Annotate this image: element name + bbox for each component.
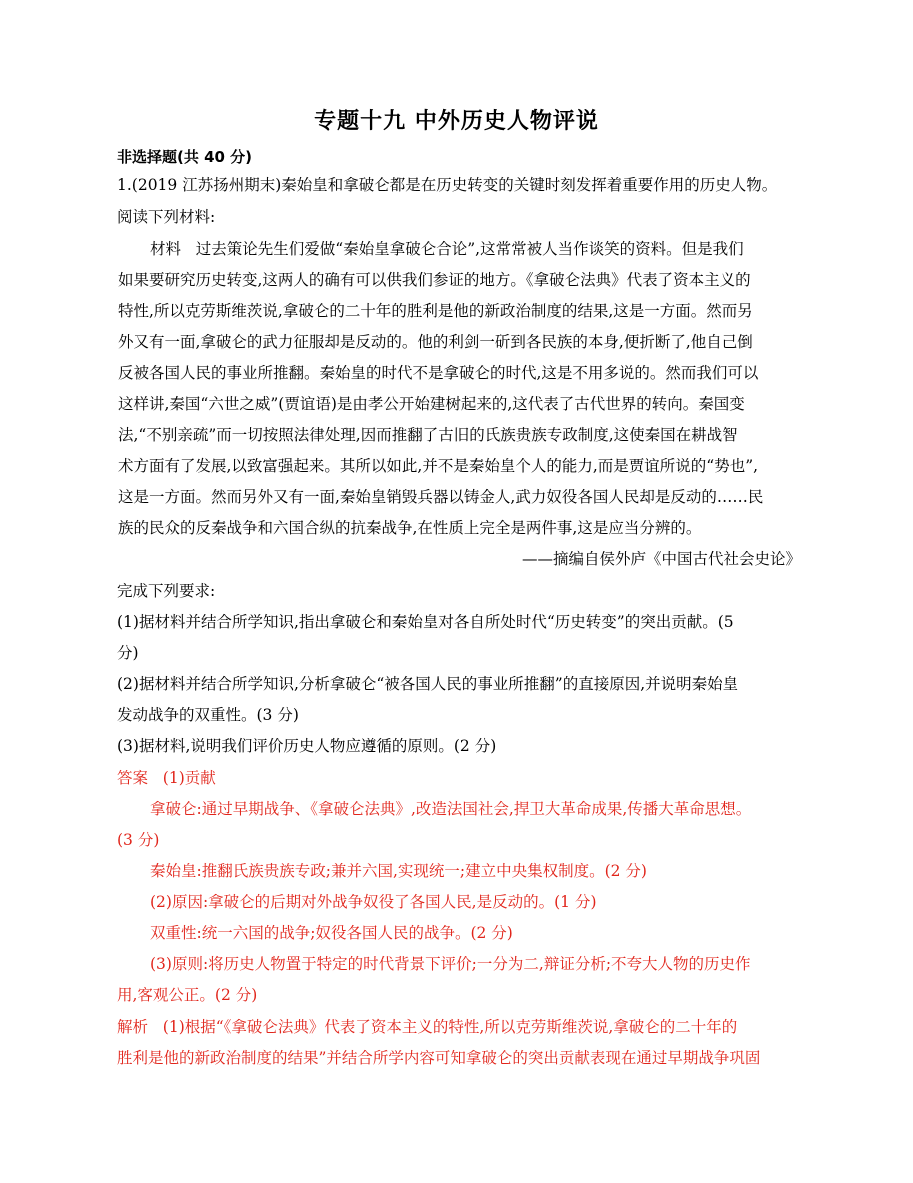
material-line: 如果要研究历史转变,这两人的确有可以供我们参证的地方。《拿破仑法典》代表了资本主义的 xyxy=(118,271,751,289)
answer-line: (3 分) xyxy=(117,831,160,849)
material-line: 反被各国人民的事业所推翻。秦始皇的时代不是拿破仑的时代,这是不用多说的。然而我们可以 xyxy=(118,364,759,382)
question-part: (3)据材料,说明我们评价历史人物应遵循的原则。(2 分) xyxy=(117,737,497,755)
requirement-text: 完成下列要求: xyxy=(117,582,216,600)
analysis-line: 解析 (1)根据“《拿破仑法典》代表了资本主义的特性,所以克劳斯维茨说,拿破仑的二十年的 xyxy=(117,1018,738,1036)
page-title: 专题十九 中外历史人物评说 xyxy=(314,109,599,134)
material-line: 材料 过去策论先生们爱做“秦始皇拿破仑合论”,这常常被人当作谈笑的资料。但是我们 xyxy=(150,240,744,258)
answer-line: 秦始皇:推翻氏族贵族专政;兼并六国,实现统一;建立中央集权制度。(2 分) xyxy=(150,862,647,880)
material-line: 这样讲,秦国“六世之威”(贾谊语)是由孝公开始建树起来的,这代表了古代世界的转向。秦国变 xyxy=(118,395,745,413)
question-stem-line: 阅读下列材料: xyxy=(117,208,216,226)
material-line: 族的民众的反秦战争和六国合纵的抗秦战争,在性质上完全是两件事,这是应当分辨的。 xyxy=(118,519,702,537)
material-line: 这是一方面。然而另外又有一面,秦始皇销毁兵器以铸金人,武力奴役各国人民却是反动的……民 xyxy=(118,488,764,506)
material-source: ——摘编自侯外庐《中国古代社会史论》 xyxy=(521,550,801,568)
question-part: 发动战争的双重性。(3 分) xyxy=(117,706,299,724)
answer-line: (3)原则:将历史人物置于特定的时代背景下评价;一分为二,辩证分析;不夸大人物的历史作 xyxy=(150,955,751,973)
question-part: (2)据材料并结合所学知识,分析拿破仑“被各国人民的事业所推翻”的直接原因,并说明秦始皇 xyxy=(117,675,739,693)
answer-line: 双重性:统一六国的战争;奴役各国人民的战争。(2 分) xyxy=(150,924,513,942)
answer-label: 答案 xyxy=(117,769,149,787)
material-line: 外又有一面,拿破仑的武力征服却是反动的。他的利剑一斫到各民族的本身,便折断了,他自己倒 xyxy=(118,333,753,351)
answer-line: 拿破仑:通过早期战争、《拿破仑法典》,改造法国社会,捍卫大革命成果,传播大革命思想。 xyxy=(150,800,752,818)
question-part: 分) xyxy=(117,644,139,662)
answer-line: (2)原因:拿破仑的后期对外战争奴役了各国人民,是反动的。(1 分) xyxy=(150,893,597,911)
material-label: 材料 xyxy=(150,240,182,258)
question-stem-line: 1.(2019 江苏扬州期末)秦始皇和拿破仑都是在历史转变的关键时刻发挥着重要作用的历史人物。 xyxy=(117,176,778,194)
analysis-line: 胜利是他的新政治制度的结果”并结合所学内容可知拿破仑的突出贡献表现在通过早期战争巩固 xyxy=(117,1049,761,1067)
question-part: (1)据材料并结合所学知识,指出拿破仑和秦始皇对各自所处时代“历史转变”的突出贡献。(5 xyxy=(117,613,734,631)
material-line: 特性,所以克劳斯维茨说,拿破仑的二十年的胜利是他的新政治制度的结果,这是一方面。然而另 xyxy=(118,302,753,320)
answer-line: 答案 (1)贡献 xyxy=(117,769,216,787)
answer-line: 用,客观公正。(2 分) xyxy=(117,986,258,1004)
material-line: 法,“不别亲疏”而一切按照法律处理,因而推翻了古旧的氏族贵族专政制度,这使秦国在耕战智 xyxy=(118,426,738,444)
material-line: 术方面有了发展,以致富强起来。其所以如此,并不是秦始皇个人的能力,而是贾谊所说的“势也”, xyxy=(118,457,759,475)
section-heading: 非选择题(共 40 分) xyxy=(117,148,253,166)
analysis-label: 解析 xyxy=(117,1018,149,1036)
